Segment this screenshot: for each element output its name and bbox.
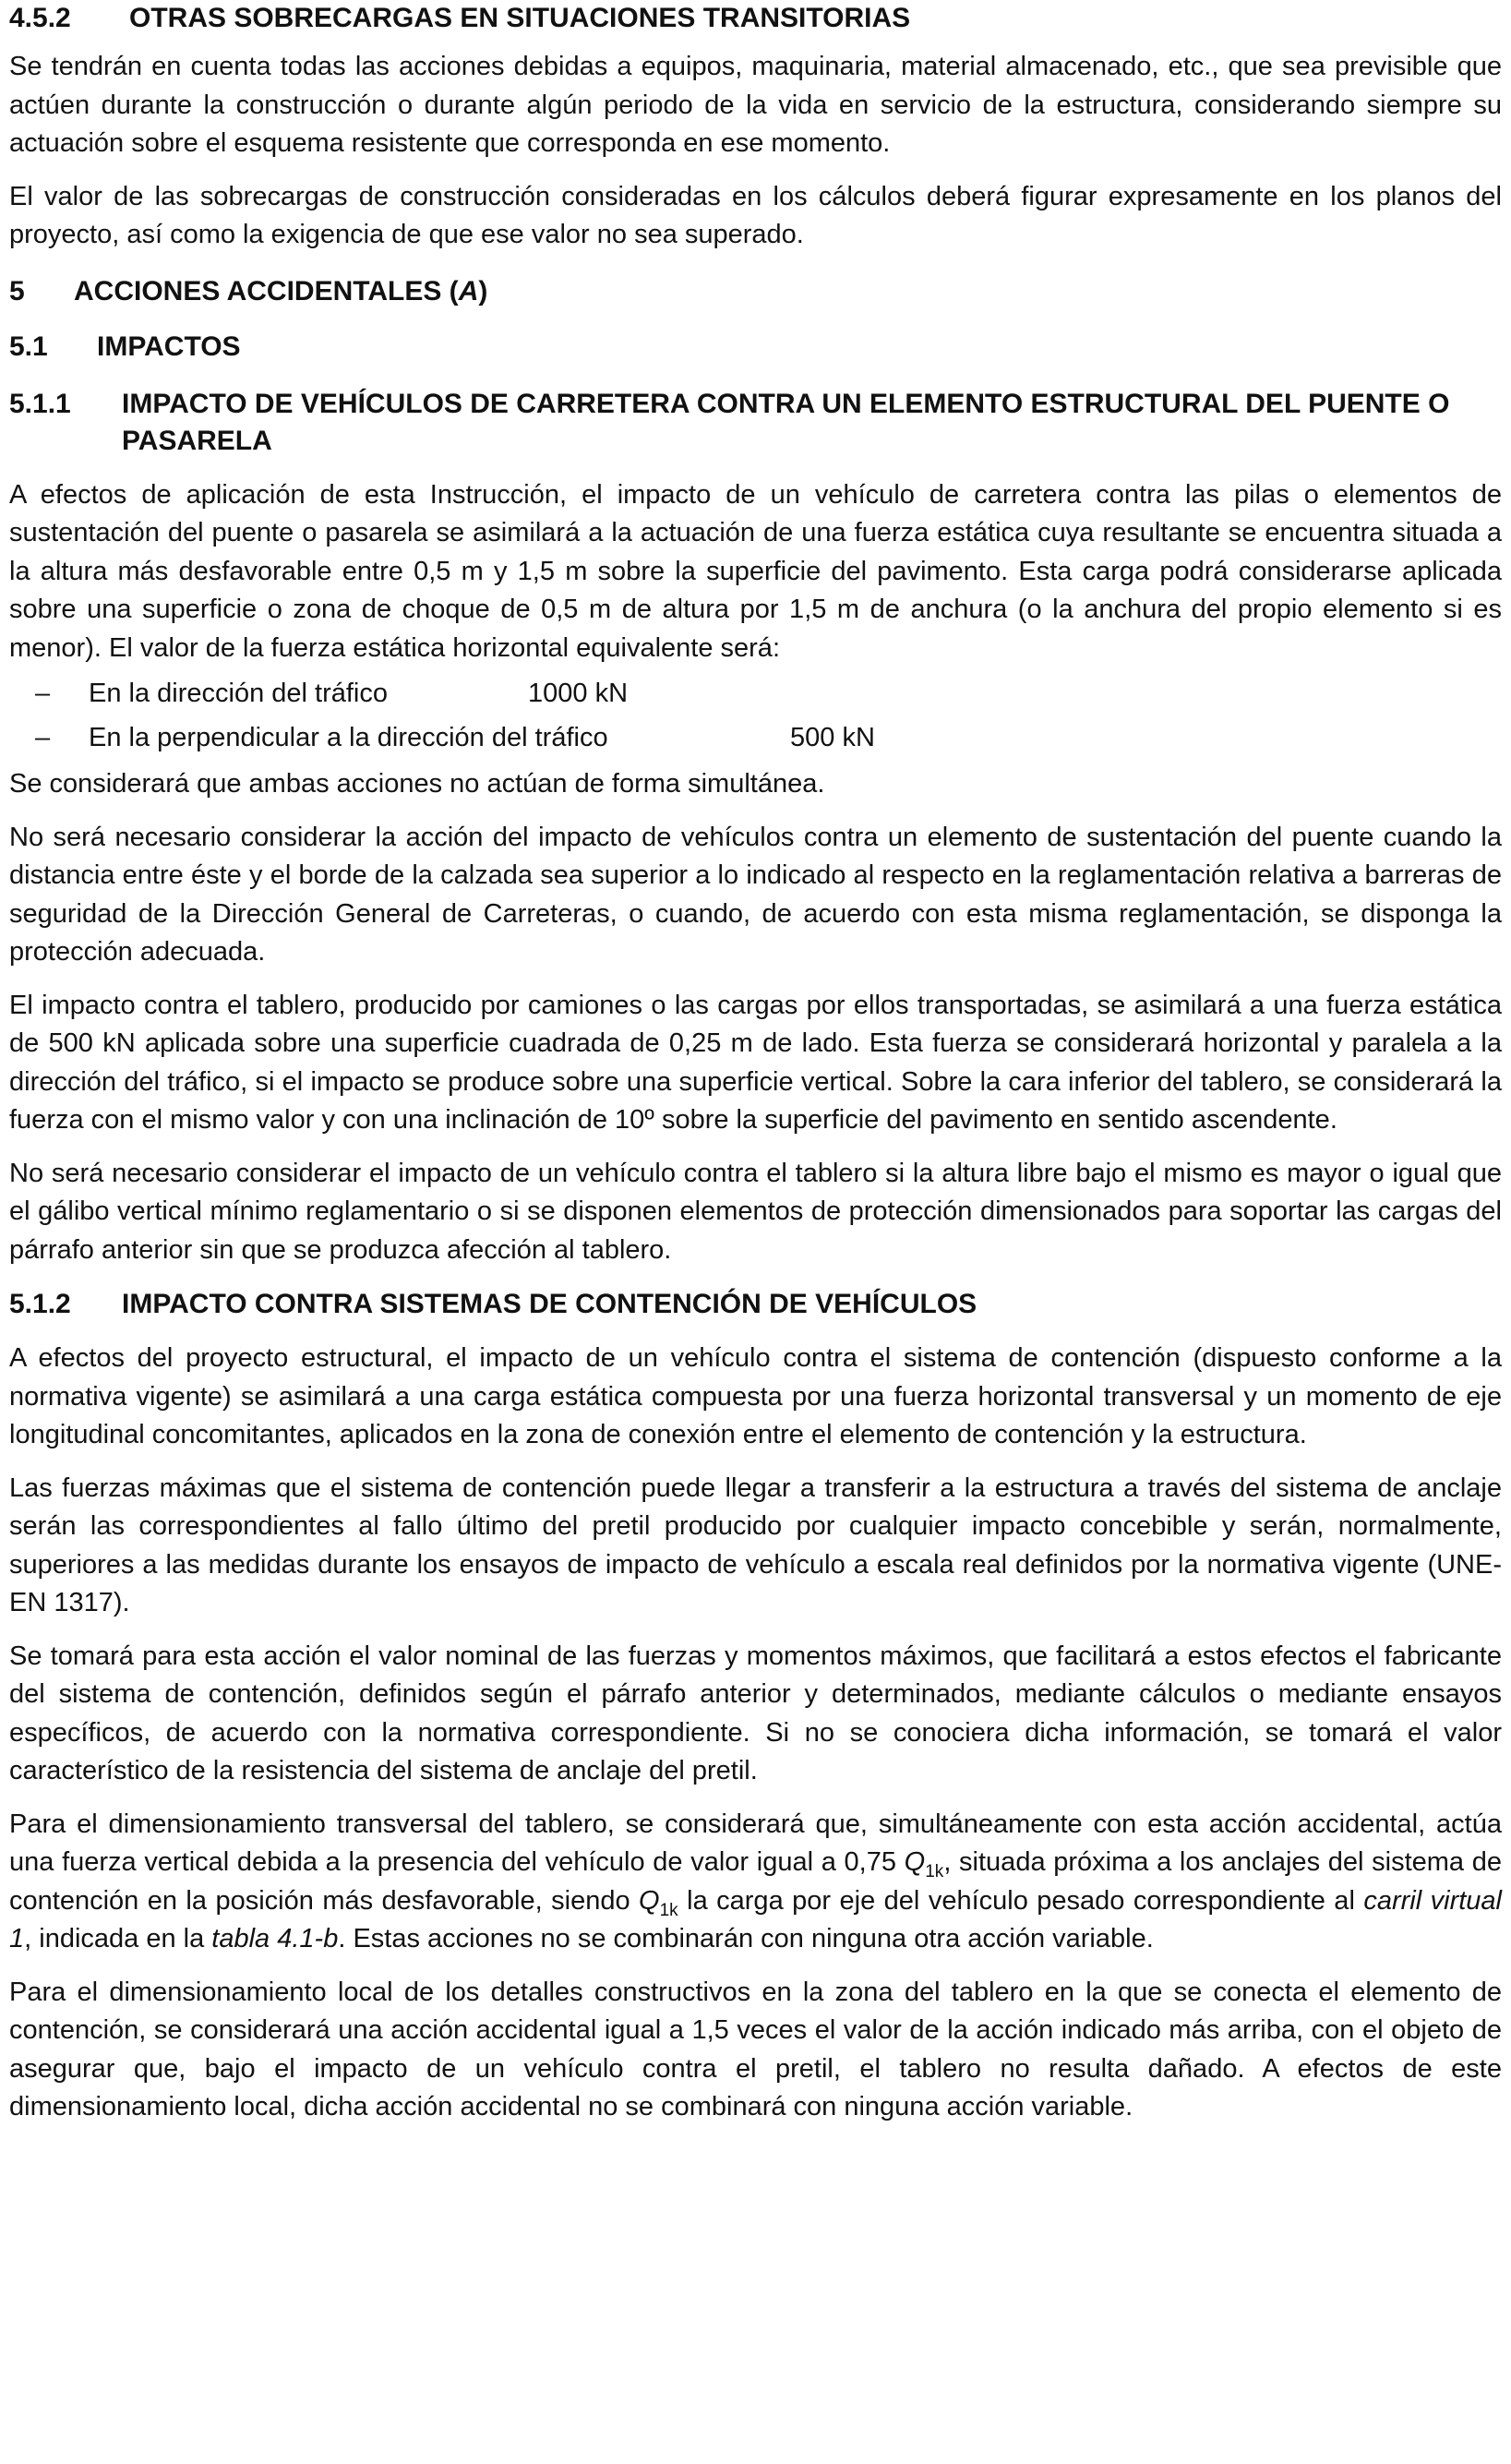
heading-4-5-2 [9, 0, 1502, 37]
section-title: ACCIONES ACCIDENTALES (A) [74, 275, 488, 306]
heading-5-1 [9, 329, 1502, 366]
section-title: IMPACTO CONTRA SISTEMAS DE CONTENCIÓN DE VEHÍCULOS [122, 1289, 977, 1319]
paragraph: El impacto contra el tablero, producido por camiones o las cargas por ellos transportadas, se asimilará a una fuerza estática de 500 kN aplicada sobre una superficie cuadrada de 0,25 m de lado. Esta fuerza se considerará horizontal y paralela a la dirección del tráfico, si el impacto se produce sobre una superficie vertical. Sobre la cara inferior del tablero, se considerará la fuerza con el mismo valor y con una inclinación de 10º sobre la superficie del pavimento en sentido ascendente. [9, 990, 1502, 1135]
list-item: – En la perpendicular a la dirección del tráfico 500 kN [9, 715, 1502, 760]
list-item-value: 1000 kN [528, 679, 629, 708]
heading-5-1-2 [9, 1286, 1502, 1323]
heading-5 [9, 273, 1502, 310]
list-item-label: En la perpendicular a la dirección del tráfico [89, 723, 608, 752]
list-item-value: 500 kN [790, 723, 875, 752]
section-number: 5.1 [9, 331, 48, 362]
list-item-label: En la dirección del tráfico [89, 679, 388, 708]
force-list [9, 671, 1502, 760]
section-number: 5.1.1 [9, 388, 71, 419]
heading-5-1-1 [9, 386, 1502, 460]
section-title: IMPACTO DE VEHÍCULOS DE CARRETERA CONTRA UN ELEMENTO ESTRUCTURAL DEL PUENTE O PASARELA [122, 388, 1450, 456]
section-title: IMPACTOS [97, 331, 241, 362]
paragraph: A efectos de aplicación de esta Instrucción, el impacto de un vehículo de carretera contra las pilas o elementos de sustentación del puente o pasarela se asimilará a la actuación de una fuerza estática cuya resultante se encuentra situada a la altura más desfavorable entre 0,5 m y 1,5 m sobre la superficie del pavimento. Esta carga podrá considerarse aplicada sobre una superficie o zona de choque de 0,5 m de altura por 1,5 m de anchura (o la anchura del propio elemento si es menor). El valor de la fuerza estática horizontal equivalente será: [9, 479, 1502, 663]
paragraph: El valor de las sobrecargas de construcción consideradas en los cálculos deberá figurar expresamente en los planos del proyecto, así como la exigencia de que ese valor no sea superado. [9, 181, 1502, 249]
paragraph: Para el dimensionamiento local de los detalles constructivos en la zona del tablero en la que se conecta el elemento de contención, se considerará una acción accidental igual a 1,5 veces el valor de la acción indicado más arriba, con el objeto de asegurar que, bajo el impacto de un vehículo contra el pretil, el tablero no resulta dañado. A efectos de este dimensionamiento local, dicha acción accidental no se combinará con ninguna acción variable. [9, 1977, 1502, 2121]
section-title: OTRAS SOBRECARGAS EN SITUACIONES TRANSITORIAS [129, 3, 911, 33]
paragraph: A efectos del proyecto estructural, el impacto de un vehículo contra el sistema de contención (dispuesto conforme a la normativa vigente) se asimilará a una carga estática compuesta por una fuerza horizontal transversal y un momento de eje longitudinal concomitantes, aplicados en la zona de conexión entre el elemento de contención y la estructura. [9, 1343, 1502, 1449]
paragraph: Para el dimensionamiento transversal del tablero, se considerará que, simultáneamente con esta acción accidental, actúa una fuerza vertical debida a la presencia del vehículo de valor igual a 0,75 $Q_{1k}$, situada próxima a los anclajes del sistema de contención en la posición más desfavorable, siendo $Q_{1k}$ la carga por eje del vehículo pesado correspondiente al carril virtual 1, indicada en la tabla 4.1-b. Estas acciones no se combinarán con ninguna otra acción variable. [9, 1809, 1502, 1953]
paragraph: No será necesario considerar el impacto de un vehículo contra el tablero si la altura libre bajo el mismo es mayor o igual que el gálibo vertical mínimo reglamentario o si se disponen elementos de protección dimensionados para soportar las cargas del párrafo anterior sin que se produzca afección al tablero. [9, 1158, 1502, 1265]
section-number: 5 [9, 275, 25, 306]
list-item: – En la dirección del tráfico 1000 kN [9, 671, 1502, 715]
paragraph: No será necesario considerar la acción del impacto de vehículos contra un elemento de sustentación del puente cuando la distancia entre éste y el borde de la calzada sea superior a lo indicado al respecto en la reglamentación relativa a barreras de seguridad de la Dirección General de Carreteras, o cuando, de acuerdo con esta misma reglamentación, se disponga la protección adecuada. [9, 822, 1502, 967]
paragraph: Se tomará para esta acción el valor nominal de las fuerzas y momentos máximos, que facilitará a estos efectos el fabricante del sistema de contención, definidos según el párrafo anterior y determinados, mediante cálculos o mediante ensayos específicos, de acuerdo con la normativa correspondiente. Si no se conociera dicha información, se tomará el valor característico de la resistencia del sistema de anclaje del pretil. [9, 1641, 1502, 1785]
paragraph: Las fuerzas máximas que el sistema de contención puede llegar a transferir a la estructura a través del sistema de anclaje serán las correspondientes al fallo último del pretil producido por cualquier impacto concebible y serán, normalmente, superiores a las medidas durante los ensayos de impacto de vehículo a escala real definidos por la normativa vigente (UNE-EN 1317). [9, 1472, 1502, 1617]
paragraph: Se considerará que ambas acciones no actúan de forma simultánea. [9, 769, 825, 799]
section-number: 5.1.2 [9, 1289, 71, 1319]
section-number: 4.5.2 [9, 3, 71, 33]
paragraph: Se tendrán en cuenta todas las acciones debidas a equipos, maquinaria, material almacenado, etc., que sea previsible que actúen durante la construcción o durante algún periodo de la vida en servicio de la estructura, considerando siempre su actuación sobre el esquema resistente que corresponda en ese momento. [9, 52, 1502, 158]
